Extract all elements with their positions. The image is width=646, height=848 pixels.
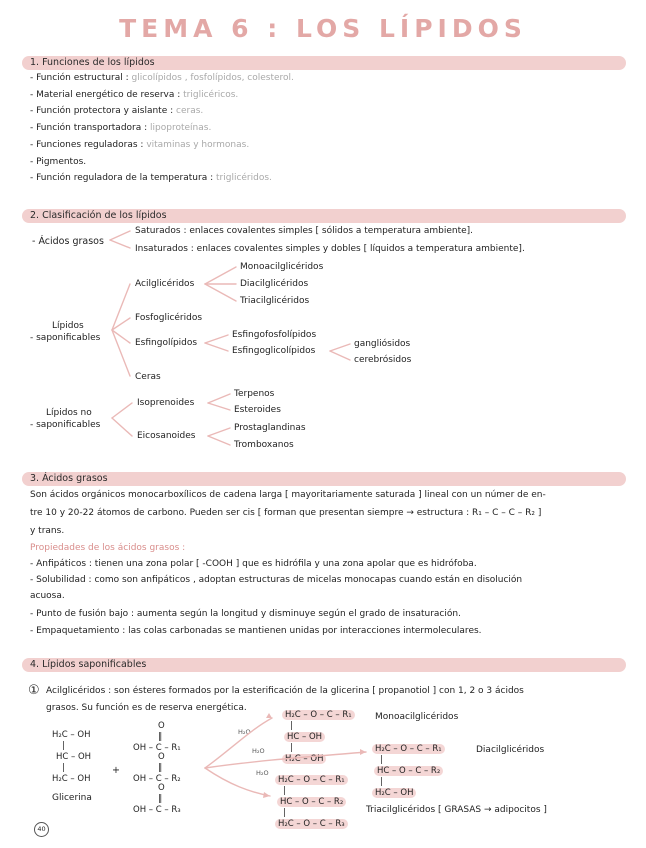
arrow-tromboxanos — [208, 436, 230, 445]
fatty-acid-3: O ‖ OH – C – R₃ — [133, 783, 181, 815]
plus-sign: + — [112, 765, 120, 776]
glicerina-label: Glicerina — [52, 793, 92, 803]
section-3-heading: 3. Ácidos grasos — [30, 473, 108, 484]
function-label: - Material energético de reserva : — [30, 89, 181, 100]
triacilgliceridos-label: Triacilglicéridos [ GRASAS → adipocitos ] — [366, 805, 547, 815]
no-saponificables-label-2: - saponificables — [30, 420, 101, 430]
function-detail: triglicéricos. — [183, 89, 239, 100]
insaturados-text: Insaturados : enlaces covalentes simples y dobles [ líquidos a temperatura ambiente]. — [135, 244, 525, 254]
fatty-acids-para-3: y trans. — [30, 526, 65, 536]
function-label: - Función estructural : — [30, 73, 129, 83]
acilgliceridos-intro-2: grasos. Su función es de reserva energética. — [46, 703, 247, 713]
water-label-3: H₂O — [256, 769, 269, 777]
eicosanoides-label: Eicosanoides — [137, 431, 196, 441]
glicerina-formula: H₂C – OH | HC – OH | H₂C – OH — [52, 730, 92, 784]
function-label: - Función transportadora : — [30, 123, 148, 134]
esfingolipidos-label: Esfingolípidos — [135, 338, 198, 348]
arrow-mono — [205, 267, 236, 284]
arrow-prostaglandinas — [208, 428, 230, 436]
acidos-grasos-label: - Ácidos grasos — [32, 236, 104, 247]
property-item: acuosa. — [30, 591, 65, 601]
esteroides-item: Esteroides — [234, 405, 281, 415]
section-4-heading: 4. Lípidos saponificables — [30, 659, 147, 670]
arrow-to-tri — [205, 768, 270, 796]
esfingofosfolipidos-item: Esfingofosfolípidos — [232, 330, 317, 340]
arrow-eicosanoides — [112, 418, 132, 436]
saponificables-label-1: Lípidos — [52, 321, 84, 331]
esfingoglicolipidos-item: Esfingoglicolípidos — [232, 346, 316, 356]
function-label: - Pigmentos. — [30, 156, 87, 167]
triacilgliceridos-item: Triacilglicéridos — [240, 296, 310, 306]
page-title: TEMA 6 : LOS LÍPIDOS — [119, 14, 527, 43]
function-detail: triglicéridos. — [216, 173, 272, 184]
diacilgliceridos-label: Diacilglicéridos — [476, 745, 545, 755]
arrow-terpenos — [208, 394, 230, 403]
diacilgliceridos-item: Diacilglicéridos — [240, 279, 309, 289]
cerebrosidos-item: cerebrósidos — [354, 355, 412, 365]
arrow-cerebrosidos — [330, 351, 350, 360]
item-number-1: ① — [28, 683, 40, 698]
triacilglicerido-formula: H₂C – O – C – R₁ | HC – O – C – R₂ | H₂C – O – C – R₃ — [275, 775, 348, 830]
saturados-text: Saturados : enlaces covalentes simples [ sólidos a temperatura ambiente]. — [135, 226, 474, 236]
properties-title: Propiedades de los ácidos grasos : — [30, 543, 186, 553]
monoacilgliceridos-label: Monoacilglicéridos — [375, 712, 459, 722]
acilgliceridos-label: Acilglicéridos — [135, 279, 195, 289]
function-label: - Función protectora y aislante : — [30, 106, 174, 117]
arrow-acilgliceridos — [112, 284, 130, 330]
arrow-isoprenoides — [112, 403, 132, 418]
no-saponificables-label-1: Lípidos no — [46, 408, 92, 418]
function-label: - Funciones reguladoras : — [30, 139, 144, 150]
page-number: 40 — [34, 822, 49, 837]
arrow-esfingofosfo — [205, 335, 228, 343]
water-label-2: H₂O — [252, 747, 265, 755]
arrow-gangliosidos — [330, 344, 350, 351]
arrow-insaturados — [110, 240, 130, 248]
function-detail: ceras. — [176, 106, 204, 117]
fosfogliceridos-label: Fosfoglicéridos — [135, 313, 203, 323]
section-2-heading: 2. Clasificación de los lípidos — [30, 210, 167, 221]
diacilglicerido-formula: H₂C – O – C – R₁ | HC – O – C – R₂ | H₂C – OH — [372, 744, 445, 799]
section-1-heading: 1. Funciones de los lípidos — [30, 57, 155, 68]
fatty-acid-1: O ‖ OH – C – R₁ — [133, 721, 181, 753]
arrow-esteroides — [208, 403, 230, 410]
property-item: - Solubilidad : como son anfipáticos , adoptan estructuras de micelas monocapas cuando están en disolución — [30, 575, 523, 585]
ceras-label: Ceras — [135, 372, 161, 382]
monoacilglicerido-formula: H₂C – O – C – R₁ | HC – OH | H₂C – OH — [282, 710, 355, 765]
water-label-1: H₂O — [238, 728, 251, 736]
saponificables-label-2: - saponificables — [30, 333, 101, 343]
property-item: - Empaquetamiento : las colas carbonadas se mantienen unidas por interacciones intermoleculares. — [30, 626, 482, 636]
property-item: - Punto de fusión bajo : aumenta según la longitud y disminuye según el grado de insaturación. — [30, 609, 461, 619]
acilgliceridos-intro-1: Acilglicéridos : son ésteres formados por la esterificación de la glicerina [ propanotiol ] con 1, 2 o 3 ácidos — [46, 686, 524, 696]
fatty-acid-2: O ‖ OH – C – R₂ — [133, 752, 181, 784]
isoprenoides-label: Isoprenoides — [137, 398, 195, 408]
property-item: - Anfipáticos : tienen una zona polar [ -COOH ] que es hidrófila y una zona apolar que es hidrófoba. — [30, 559, 477, 569]
arrow-to-mono — [205, 718, 272, 768]
function-detail: glicolípidos , fosfolípidos, colesterol. — [131, 73, 294, 83]
function-label: - Función reguladora de la temperatura : — [30, 173, 214, 184]
function-detail: lipoproteínas. — [150, 123, 212, 134]
arrow-tri — [205, 284, 236, 301]
gangliosidos-item: gangliósidos — [354, 339, 411, 349]
arrow-saturados — [110, 231, 130, 240]
fatty-acids-para-1: Son ácidos orgánicos monocarboxílicos de cadena larga [ mayoritariamente saturada ] lineal con un númer de en- — [30, 490, 546, 500]
monoacilgliceridos-item: Monoacilglicéridos — [240, 262, 324, 272]
prostaglandinas-item: Prostaglandinas — [234, 423, 306, 433]
terpenos-item: Terpenos — [234, 389, 275, 399]
arrow-esfingoglico — [205, 343, 228, 351]
tromboxanos-item: Tromboxanos — [234, 440, 294, 450]
function-detail: vitaminas y hormonas. — [146, 139, 250, 150]
fatty-acids-para-2: tre 10 y 20-22 átomos de carbono. Pueden ser cis [ forman que presentan siempre → estructura : R₁ – C – C – R₂ ] — [30, 508, 542, 518]
arrow-to-di — [205, 752, 366, 768]
